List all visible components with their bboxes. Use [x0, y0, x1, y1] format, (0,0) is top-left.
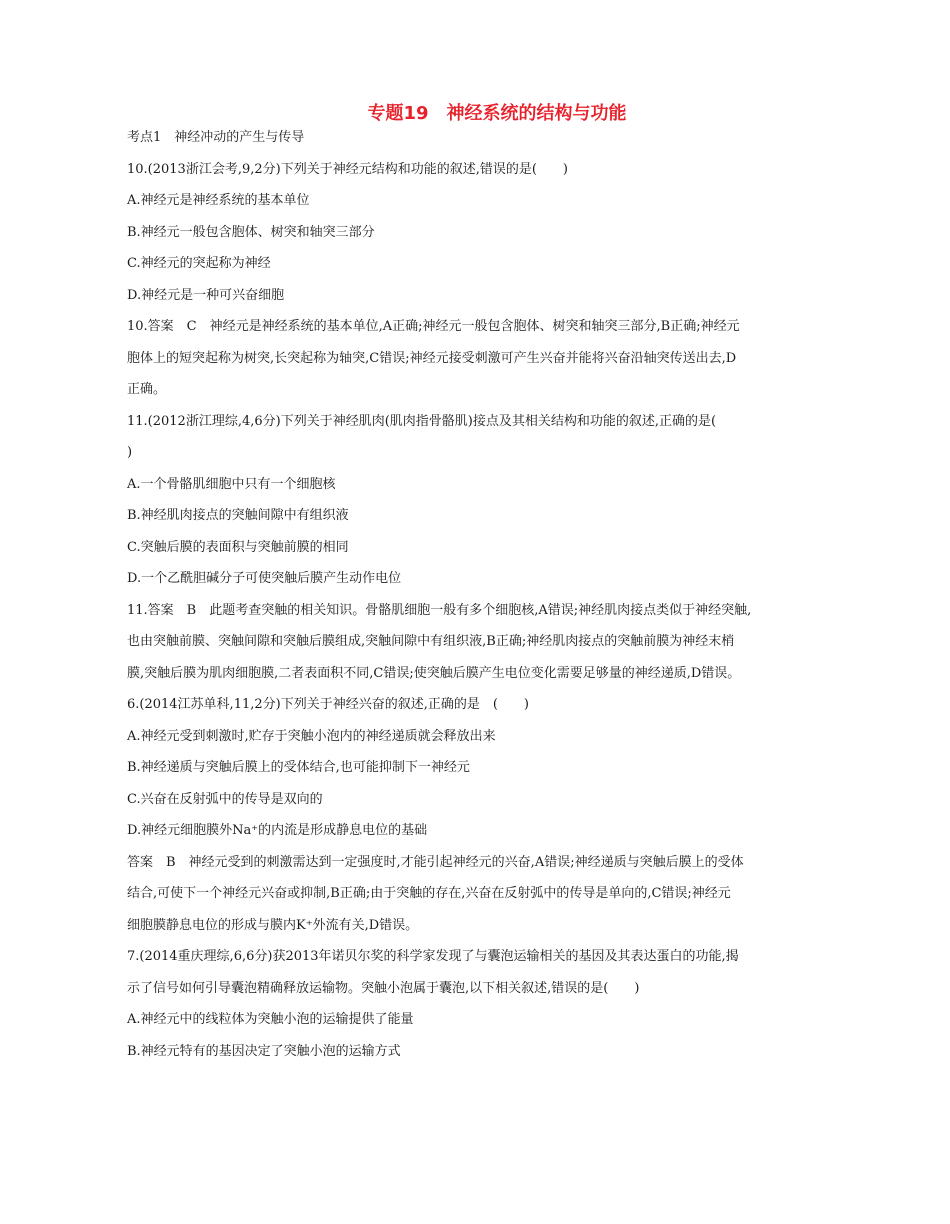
question-10-answer-line-3: 正确。 — [127, 382, 167, 397]
document-page — [127, 100, 827, 1062]
question-11-answer-line-1: 11.答案 B 此题考查突触的相关知识。骨骼肌细胞一般有多个细胞核,A错误;神经肌肉接点类似于神经突触, — [127, 602, 752, 618]
question-10-stem: 10.(2013浙江会考,9,2分)下列关于神经元结构和功能的叙述,错误的是( ) — [127, 161, 568, 177]
question-6-option-c: C.兴奋在反射弧中的传导是双向的 — [127, 791, 323, 807]
question-11-option-b: B.神经肌肉接点的突触间隙中有组织液 — [127, 508, 349, 523]
question-6-answer-line-2: 结合,可使下一个神经元兴奋或抑制,B正确;由于突触的存在,兴奋在反射弧中的传导是单向的,C错误;神经元 — [127, 886, 731, 901]
question-10-option-d: D.神经元是一种可兴奋细胞 — [127, 287, 285, 303]
question-6-answer-line-3: 细胞膜静息电位的形成与膜内K⁺外流有关,D错误。 — [127, 917, 419, 933]
question-6-option-a: A.神经元受到刺激时,贮存于突触小泡内的神经递质就会释放出来 — [127, 728, 496, 744]
question-11-option-c: C.突触后膜的表面积与突触前膜的相同 — [127, 539, 349, 555]
question-10-option-c: C.神经元的突起称为神经 — [127, 256, 271, 271]
question-11-stem-line-1: 11.(2012浙江理综,4,6分)下列关于神经肌肉(肌肉指骨骼肌)接点及其相关结构和功能的叙述,正确的是( — [127, 413, 717, 429]
question-7-stem-line-1: 7.(2014重庆理综,6,6分)获2013年诺贝尔奖的科学家发现了与囊泡运输相关的基因及其表达蛋白的功能,揭 — [127, 949, 739, 964]
page-title: 专题19 神经系统的结构与功能 — [367, 103, 627, 124]
section-label: 考点1 神经冲动的产生与传导 — [127, 130, 305, 145]
question-10-option-b: B.神经元一般包含胞体、树突和轴突三部分 — [127, 224, 375, 240]
question-6-option-b: B.神经递质与突触后膜上的受体结合,也可能抑制下一神经元 — [127, 760, 470, 775]
question-11-option-a: A.一个骨骼肌细胞中只有一个细胞核 — [127, 476, 336, 492]
question-10-option-a: A.神经元是神经系统的基本单位 — [127, 193, 310, 208]
question-7-option-b: B.神经元特有的基因决定了突触小泡的运输方式 — [127, 1043, 401, 1059]
question-10-answer-line-2: 胞体上的短突起称为树突,长突起称为轴突,C错误;神经元接受刺激可产生兴奋并能将兴奋沿轴突传送出去,D — [127, 350, 737, 366]
question-6-answer-line-1: 答案 B 神经元受到的刺激需达到一定强度时,才能引起神经元的兴奋,A错误;神经递质与突触后膜上的受体 — [127, 854, 744, 870]
question-11-answer-line-2: 也由突触前膜、突触间隙和突触后膜组成,突触间隙中有组织液,B正确;神经肌肉接点的突触前膜为神经末梢 — [127, 634, 735, 649]
question-11-option-d: D.一个乙酰胆碱分子可使突触后膜产生动作电位 — [127, 571, 402, 586]
question-6-option-d: D.神经元细胞膜外Na⁺的内流是形成静息电位的基础 — [127, 823, 428, 838]
question-11-stem-line-2: ) — [127, 445, 133, 460]
question-7-option-a: A.神经元中的线粒体为突触小泡的运输提供了能量 — [127, 1012, 414, 1027]
question-11-answer-line-3: 膜,突触后膜为肌肉细胞膜,二者表面积不同,C错误;使突触后膜产生电位变化需要足够量的神经递质,D错误。 — [127, 665, 741, 681]
question-6-stem: 6.(2014江苏单科,11,2分)下列关于神经兴奋的叙述,正确的是 ( ) — [127, 697, 529, 712]
question-7-stem-line-2: 示了信号如何引导囊泡精确释放运输物。突触小泡属于囊泡,以下相关叙述,错误的是( ) — [127, 980, 640, 996]
question-10-answer-line-1: 10.答案 C 神经元是神经系统的基本单位,A正确;神经元一般包含胞体、树突和轴突三部分,B正确;神经元 — [127, 319, 740, 334]
